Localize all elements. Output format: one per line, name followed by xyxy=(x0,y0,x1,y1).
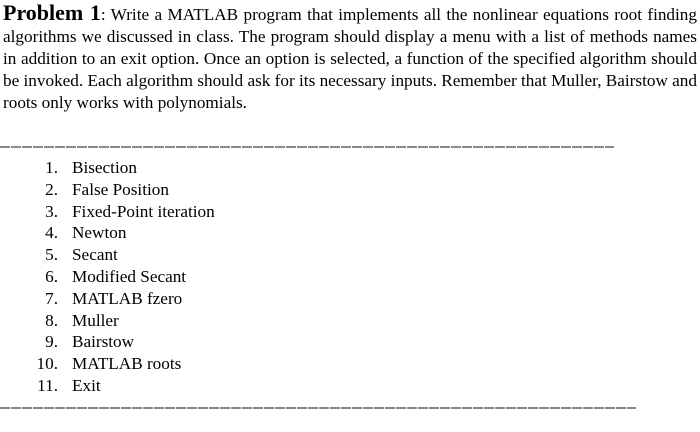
item-label: Fixed-Point iteration xyxy=(72,201,215,221)
item-label: Modified Secant xyxy=(72,266,187,286)
problem-text: : Write a MATLAB program that implements all the nonlinear equations root finding algorithms we discussed in class. The program should display a menu with a list of methods names in addition to an exit option. Once an option is selected, a function of the specified algorithm should be invoked. Each algorithm should ask for its necessary inputs. Remember that Muller, Bairstow and roots only works with polynomials. xyxy=(3,5,697,112)
item-label: Newton xyxy=(72,223,127,243)
item-label: Bairstow xyxy=(72,332,135,352)
item-label: Muller xyxy=(72,310,119,330)
item-number: 10. xyxy=(36,354,58,374)
item-label: Exit xyxy=(72,375,101,395)
item-number: 3. xyxy=(45,201,58,221)
separator-top xyxy=(0,144,614,148)
item-label: MATLAB roots xyxy=(72,354,182,374)
item-label: False Position xyxy=(72,179,169,199)
item-number: 4. xyxy=(45,223,58,243)
item-number: 7. xyxy=(45,288,58,308)
item-number: 8. xyxy=(45,310,58,330)
item-number: 5. xyxy=(45,245,58,265)
item-number: 6. xyxy=(45,266,58,286)
item-number: 1. xyxy=(45,158,58,177)
problem-heading: Problem 1 xyxy=(3,0,101,25)
item-number: 11. xyxy=(37,375,58,395)
separator-bottom xyxy=(0,405,636,409)
item-label: Secant xyxy=(72,245,118,265)
item-number: 2. xyxy=(45,179,58,199)
item-label: MATLAB fzero xyxy=(72,288,183,308)
item-label: Bisection xyxy=(72,158,137,177)
problem-statement xyxy=(3,2,697,114)
item-number: 9. xyxy=(45,332,58,352)
